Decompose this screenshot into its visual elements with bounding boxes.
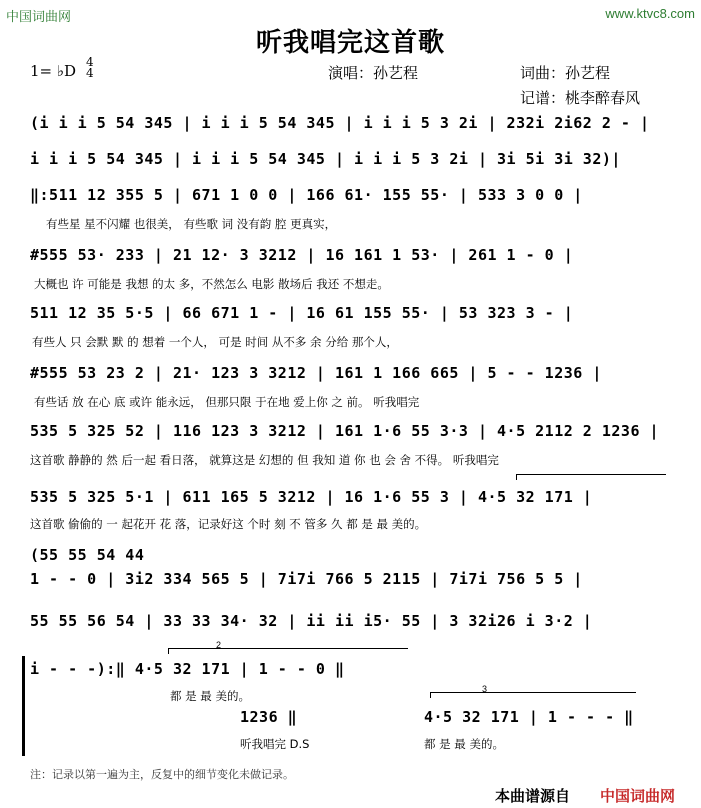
singer-credit: 演唱：孙艺程 bbox=[328, 64, 419, 82]
system-bracket bbox=[22, 656, 25, 756]
score-row-12-ds: 1236 ‖ bbox=[240, 708, 298, 726]
score-row-3: ‖:511 12 355 5 | 671 1 0 0 | 166 61· 155 55· | 533 3 0 0 | bbox=[30, 186, 583, 204]
watermark-right[interactable]: www.ktvc8.com bbox=[605, 6, 695, 21]
score-row-6: #555 53 23 2 | 21· 123 3 3212 | 161 1 166 665 | 5 - - 1236 | bbox=[30, 364, 602, 382]
score-row-10: 55 55 56 54 | 33 33 34· 32 | ii ii i5· 55 | 3 32i26 i 3·2 | bbox=[30, 612, 593, 630]
volta-2-bracket bbox=[168, 648, 408, 654]
lyrics-row-12-ds: 听我唱完 D.S bbox=[240, 737, 310, 751]
footnote: 注：记录以第一遍为主，反复中的细节变化未做记录。 bbox=[30, 768, 294, 781]
lyrics-row-11: 都 是 最 美的。 bbox=[170, 689, 250, 703]
song-title: 听我唱完这首歌 bbox=[255, 28, 445, 58]
lyrics-row-8: 这首歌 偷偷的 一 起花开 花 落，记录好这 个时 刻 不 管多 久 都 是 最 美的。 bbox=[30, 517, 427, 531]
key-signature: 1= ♭D bbox=[30, 62, 76, 80]
score-row-12-ending: 4·5 32 171 | 1 - - - ‖ bbox=[424, 708, 634, 726]
composer-credit: 词曲：孙艺程 bbox=[520, 64, 611, 82]
volta-3-label: 3 bbox=[482, 684, 488, 694]
lyrics-row-12-ending: 都 是 最 美的。 bbox=[424, 737, 504, 751]
score-row-5: 511 12 35 5·5 | 66 671 1 - | 16 61 155 55· | 53 323 3 - | bbox=[30, 304, 574, 322]
source-site[interactable]: 中国词曲网 bbox=[600, 788, 676, 805]
score-row-1: (i i i 5 54 345 | i i i 5 54 345 | i i i 5 3 2i | 232i 2i62 2 - | bbox=[30, 114, 650, 132]
score-row-4: #555 53· 233 | 21 12· 3 3212 | 16 161 1 53· | 261 1 - 0 | bbox=[30, 246, 574, 264]
volta-1-bracket bbox=[516, 474, 666, 480]
lyrics-row-7: 这首歌 静静的 然 后一起 看日落， 就算这是 幻想的 但 我知 道 你 也 会 舍 不得。 听我唱完 bbox=[30, 453, 499, 467]
score-row-7: 535 5 325 52 | 116 123 3 3212 | 161 1·6 55 3·3 | 4·5 2112 2 1236 | bbox=[30, 422, 660, 440]
lyrics-row-6: 有些话 放 在心 底 或许 能永远， 但那只限 于在地 爱上你 之 前。 听我唱完 bbox=[34, 395, 420, 409]
score-row-9-upper: (55 55 54 44 bbox=[30, 546, 145, 564]
volta-2-label: 2 bbox=[216, 640, 222, 650]
score-row-11: i - - -):‖ 4·5 32 171 | 1 - - 0 ‖ bbox=[30, 660, 345, 678]
time-signature: 4 4 bbox=[86, 55, 94, 80]
lyrics-row-3: 有些星 星不闪耀 也很美， 有些歌 词 没有韵 腔 更真实， bbox=[46, 217, 337, 231]
score-row-8: 535 5 325 5·1 | 611 165 5 3212 | 16 1·6 55 3 | 4·5 32 171 | bbox=[30, 488, 593, 506]
volta-3-bracket bbox=[430, 692, 636, 698]
watermark-left: 中国词曲网 bbox=[6, 9, 72, 24]
lyrics-row-4: 大概也 许 可能是 我想 的太 多，不然怎么 电影 散场后 我还 不想走。 bbox=[34, 277, 389, 291]
lyrics-row-5: 有些人 只 会默 默 的 想着 一个人， 可是 时间 从不多 余 分给 那个人， bbox=[32, 335, 398, 349]
source-prefix: 本曲谱源自 bbox=[495, 788, 571, 805]
score-row-2: i i i 5 54 345 | i i i 5 54 345 | i i i 5 3 2i | 3i 5i 3i 32)| bbox=[30, 150, 621, 168]
score-row-9: 1 - - 0 | 3i2 334 565 5 | 7i7i 766 5 2115 | 7i7i 756 5 5 | bbox=[30, 570, 583, 588]
transcriber-credit: 记谱：桃李醉春风 bbox=[520, 89, 641, 107]
